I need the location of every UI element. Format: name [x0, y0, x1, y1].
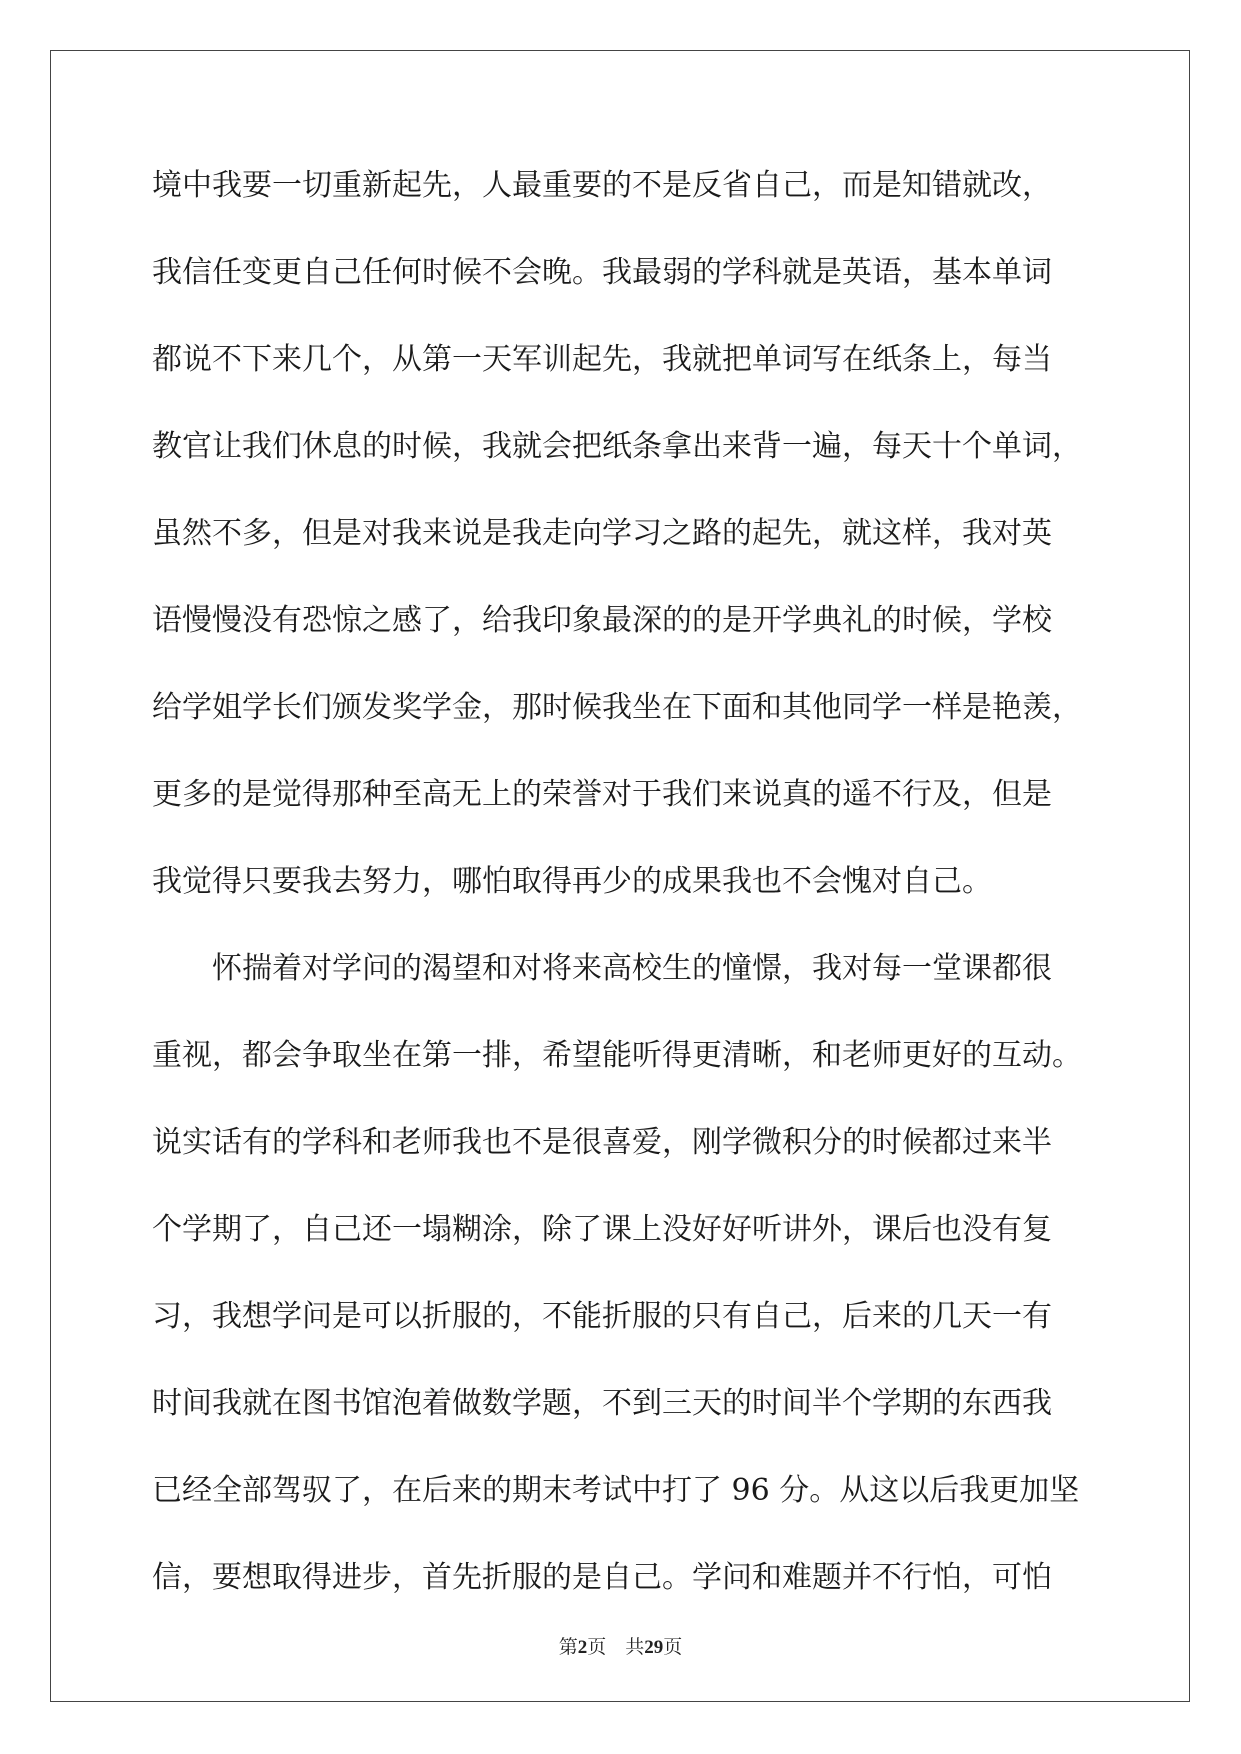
text-line: 信，要想取得进步，首先折服的是自己。学问和难题并不行怕，可怕 [152, 1560, 1052, 1595]
text-line: 教官让我们休息的时候，我就会把纸条拿出来背一遍，每天十个单词， [152, 429, 1082, 464]
text-line: 语慢慢没有恐惊之感了，给我印象最深的的是开学典礼的时候，学校 [152, 603, 1052, 638]
text-line: 都说不下来几个，从第一天军训起先，我就把单词写在纸条上，每当 [152, 342, 1052, 377]
text-line: 虽然不多，但是对我来说是我走向学习之路的起先，就这样，我对英 [152, 516, 1052, 551]
text-line: 时间我就在图书馆泡着做数学题，不到三天的时间半个学期的东西我 [152, 1386, 1052, 1421]
footer-page-suffix: 页 [587, 1637, 607, 1658]
total-pages: 29 [644, 1637, 664, 1658]
text-line: 我信任变更自己任何时候不会晚。我最弱的学科就是英语，基本单词 [152, 255, 1052, 290]
text-line: 给学姐学长们颁发奖学金，那时候我坐在下面和其他同学一样是艳羡， [152, 690, 1082, 725]
text-line: 已经全部驾驭了，在后来的期末考试中打了 96 分。从这以后我更加坚 [152, 1473, 1080, 1508]
text-line: 说实话有的学科和老师我也不是很喜爱，刚学微积分的时候都过来半 [152, 1125, 1052, 1160]
footer-prefix: 第 [558, 1637, 578, 1658]
text-line: 更多的是觉得那种至高无上的荣誉对于我们来说真的遥不行及，但是 [152, 777, 1052, 812]
text-line: 重视，都会争取坐在第一排，希望能听得更清晰，和老师更好的互动。 [152, 1038, 1082, 1073]
footer-total-prefix: 共 [625, 1637, 645, 1658]
text-line: 怀揣着对学问的渴望和对将来高校生的憧憬，我对每一堂课都很 [152, 951, 1052, 986]
text-line: 境中我要一切重新起先，人最重要的不是反省自己，而是知错就改， [152, 168, 1052, 203]
text-line: 我觉得只要我去努力，哪怕取得再少的成果我也不会愧对自己。 [152, 864, 992, 899]
text-line: 习，我想学问是可以折服的，不能折服的只有自己，后来的几天一有 [152, 1299, 1052, 1334]
footer-total-suffix: 页 [663, 1637, 683, 1658]
page-footer [0, 1632, 1241, 1659]
document-body [152, 160, 1092, 1639]
page-number: 2 [577, 1637, 588, 1658]
text-line: 个学期了，自己还一塌糊涂，除了课上没好好听讲外，课后也没有复 [152, 1212, 1052, 1247]
